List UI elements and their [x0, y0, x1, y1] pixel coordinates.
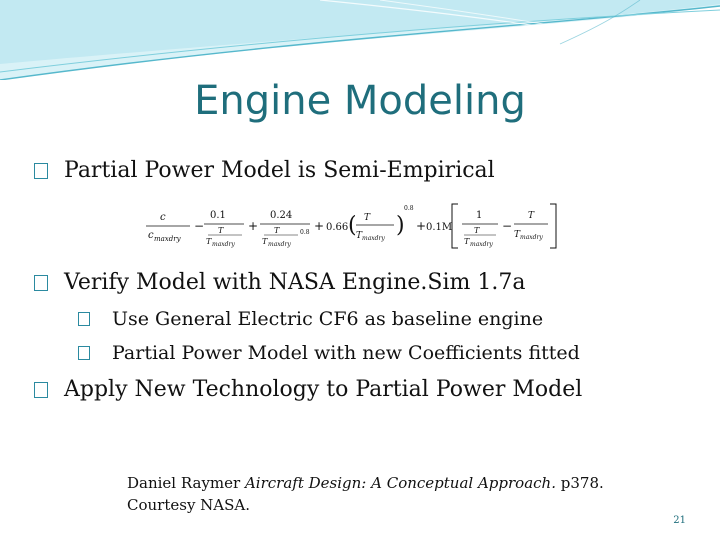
citation-courtesy: Courtesy NASA.	[127, 496, 251, 514]
eq-coef3: 0.66	[326, 222, 349, 233]
eq-t3: T	[364, 213, 371, 223]
bullet-box-icon	[34, 163, 48, 179]
eq-c-sub: maxdry	[154, 235, 181, 243]
bullet-text: Partial Power Model is Semi-Empirical	[64, 158, 495, 183]
eq-exp1: 0.8	[300, 229, 310, 236]
bullet-text: Verify Model with NASA Engine.Sim 1.7a	[64, 270, 526, 295]
eq-t3-denom: T	[356, 231, 363, 241]
eq-paren-close: )	[396, 213, 405, 238]
eq-minus2: −	[502, 219, 513, 233]
citation-book: Aircraft Design: A Conceptual Approach.	[244, 474, 556, 492]
eq-t4-denom: T	[464, 237, 470, 246]
bullet-item	[34, 158, 495, 183]
eq-t-sub: maxdry	[212, 241, 235, 248]
bullet-box-icon	[34, 275, 48, 291]
subbullet-item	[78, 342, 580, 364]
eq-c-denom: c	[148, 230, 154, 241]
eq-t-denom: T	[206, 237, 212, 246]
eq-t5-denom: T	[514, 230, 521, 240]
eq-t2-sub: maxdry	[268, 241, 291, 248]
subbullet-item	[78, 308, 543, 330]
eq-t2: T	[274, 226, 280, 235]
subbullet-text: Partial Power Model with new Coefficients fitted	[112, 342, 580, 364]
eq-exp2: 0.8	[404, 205, 414, 212]
slide-title: Engine Modeling	[194, 78, 526, 124]
eq-t4-sub: maxdry	[470, 241, 493, 248]
eq-one: 1	[476, 210, 483, 221]
citation-page: p378.	[555, 474, 604, 492]
bullet-box-icon	[78, 346, 90, 360]
eq-t5: T	[528, 211, 535, 221]
eq-t3-sub: maxdry	[362, 235, 385, 242]
eq-t4: T	[474, 226, 480, 235]
eq-c: c	[160, 212, 166, 223]
decorative-header-wave	[0, 0, 720, 80]
eq-t2-denom: T	[262, 237, 268, 246]
citation-author: Daniel Raymer	[127, 474, 245, 492]
bullet-text: Apply New Technology to Partial Power Model	[64, 377, 583, 402]
bullet-item	[34, 270, 525, 295]
eq-plus: +	[248, 219, 259, 233]
bullet-box-icon	[78, 312, 90, 326]
eq-coef1: 0.1	[210, 210, 226, 221]
eq-plus2: +	[314, 219, 325, 233]
eq-t5-sub: maxdry	[520, 234, 543, 241]
partial-power-equation	[146, 200, 558, 252]
eq-coef4: 0.1M	[426, 222, 453, 233]
eq-paren-open: (	[348, 213, 357, 238]
eq-minus: −	[194, 219, 205, 233]
page-number: 21	[673, 515, 686, 526]
source-citation	[127, 472, 604, 516]
bullet-box-icon	[34, 382, 48, 398]
eq-coef2: 0.24	[270, 210, 293, 221]
eq-plus3: +	[416, 219, 427, 233]
subbullet-text: Use General Electric CF6 as baseline engine	[112, 308, 544, 330]
eq-t: T	[218, 226, 224, 235]
bullet-item	[34, 377, 582, 402]
